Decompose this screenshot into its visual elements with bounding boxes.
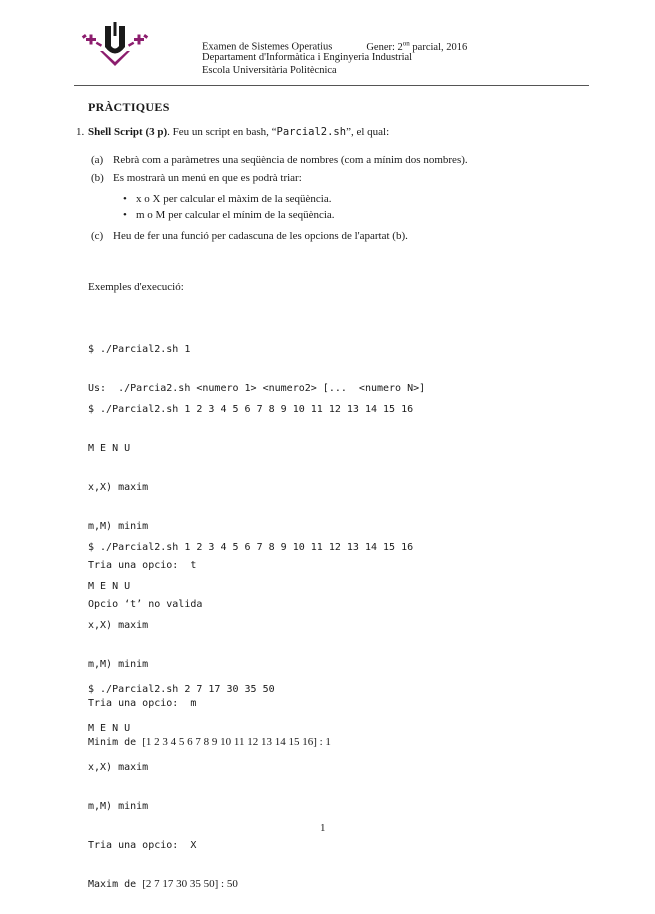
exam-session: Gener: $2^{on}$ parcial, 2016 xyxy=(366,39,468,53)
terminal-line: x,X) maxim xyxy=(88,481,149,493)
terminal-line: m,M) minim xyxy=(88,800,149,812)
header-department: Departament d'Informàtica i Enginyeria Industrial xyxy=(202,52,413,63)
subitem-a: (a) Rebrà com a paràmetres una seqüència de nombres (com a mínim dos nombres). xyxy=(91,154,468,166)
header-divider xyxy=(74,85,589,86)
bullet-item: • m o M per calcular el mínim de la seqüència. xyxy=(123,209,335,221)
terminal-line: M E N U xyxy=(88,580,131,592)
header-school: Escola Universitària Politècnica xyxy=(202,65,337,76)
terminal-line: M E N U xyxy=(88,442,131,454)
terminal-result: Maxim de [2 7 17 30 35 50] : 50 xyxy=(88,877,238,890)
bullet-item: • x o X per calcular el màxim de la seqüència. xyxy=(123,193,332,205)
section-title: PRÀCTIQUES xyxy=(88,100,170,114)
terminal-result: Minim de [1 2 3 4 5 6 7 8 9 10 11 12 13 14 15 16] : 1 xyxy=(88,735,331,748)
terminal-line: Tria una opcio: X xyxy=(88,839,197,851)
examples-label: Exemples d'execució: xyxy=(88,281,184,293)
subitem-b: (b) Es mostrarà un menú en que es podrà triar: xyxy=(91,172,302,184)
terminal-line: $ ./Parcial2.sh 1 2 3 4 5 6 7 8 9 10 11 12 13 14 15 16 xyxy=(88,541,414,553)
terminal-line: $ ./Parcial2.sh 1 2 3 4 5 6 7 8 9 10 11 12 13 14 15 16 xyxy=(88,403,414,415)
exam-title: Examen de Sistemes Operatius xyxy=(202,41,333,53)
u-glyph-icon xyxy=(100,22,130,66)
terminal-line: $ ./Parcial2.sh 2 7 17 30 35 50 xyxy=(88,683,275,695)
terminal-line: Tria una opcio: t xyxy=(88,559,197,571)
question-title: Shell Script (3 p) xyxy=(88,126,168,138)
terminal-line: m,M) minim xyxy=(88,520,149,532)
terminal-line: Opcio ‘t’ no valida xyxy=(88,598,203,610)
bullet-icon: • xyxy=(123,209,127,221)
terminal-line: x,X) maxim xyxy=(88,761,149,773)
left-cross-icon xyxy=(82,34,102,47)
terminal-line: x,X) maxim xyxy=(88,619,149,631)
university-logo xyxy=(80,18,150,70)
question-number: 1. xyxy=(76,126,85,138)
right-cross-icon xyxy=(128,34,148,47)
terminal-line: Us: ./Parcia2.sh <numero 1> <numero2> [... <numero N>] xyxy=(88,382,426,394)
page-number: 1 xyxy=(320,822,326,834)
script-filename: Parcial2.sh xyxy=(276,126,347,138)
terminal-line: $ ./Parcial2.sh 1 xyxy=(88,343,191,355)
terminal-line: M E N U xyxy=(88,722,131,734)
example-block-4 xyxy=(88,660,275,914)
bullet-icon: • xyxy=(123,193,127,205)
terminal-line: m,M) minim xyxy=(88,658,149,670)
question-statement: Shell Script (3 p). Feu un script en bash, “Parcial2.sh”, el qual: xyxy=(88,126,390,138)
subitem-c: (c) Heu de fer una funció per cadascuna de les opcions de l'apartat (b). xyxy=(91,230,408,242)
terminal-line: Tria una opcio: m xyxy=(88,697,197,709)
